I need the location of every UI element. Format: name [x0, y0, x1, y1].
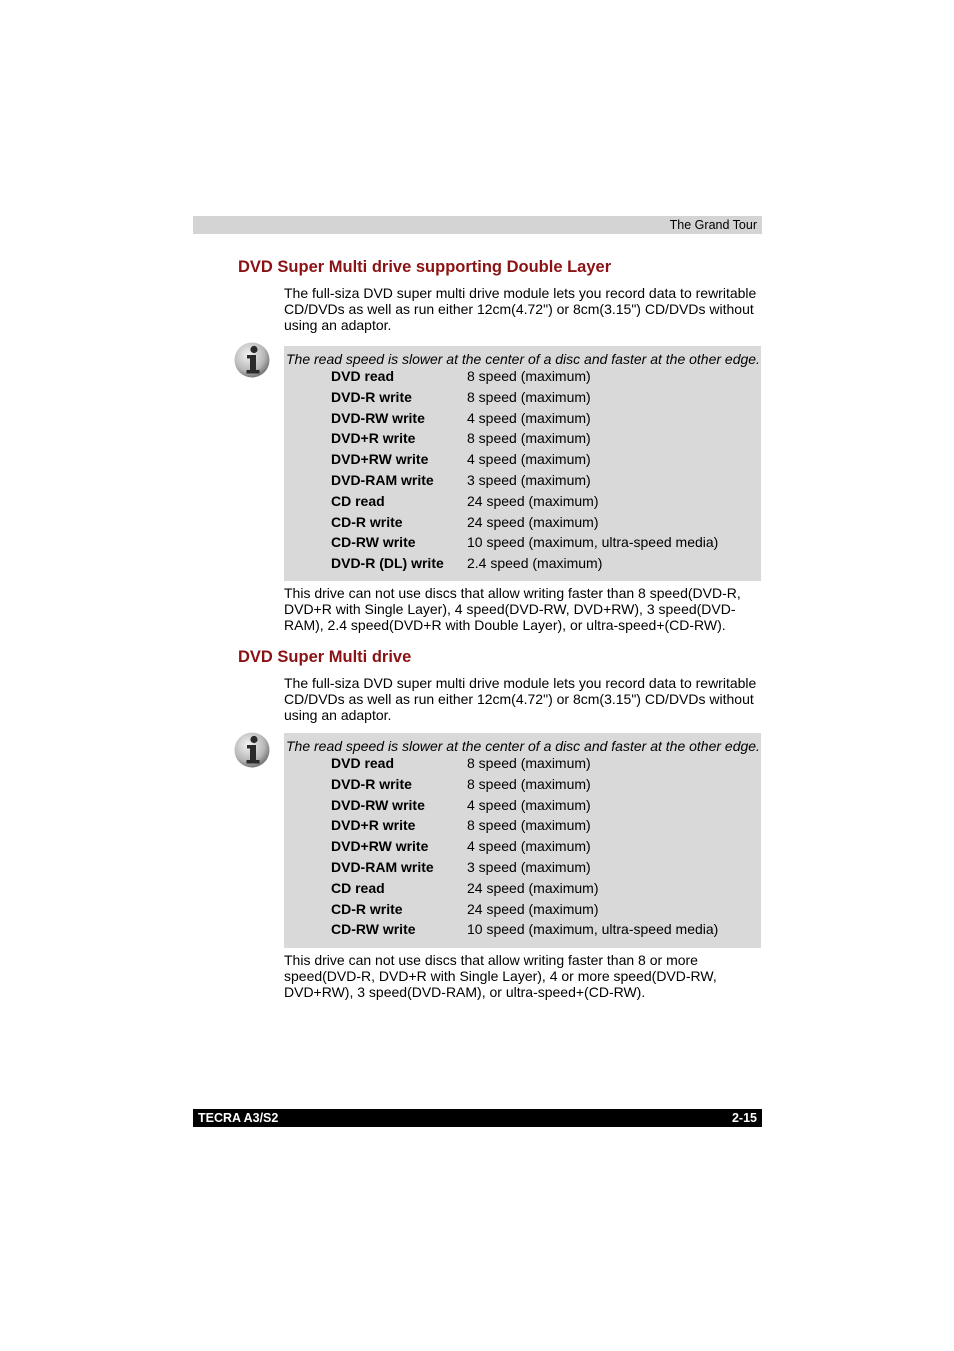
spec-value: 24 speed (maximum) [467, 492, 599, 509]
header-section-title: The Grand Tour [669, 218, 757, 232]
spec-label: DVD-R write [331, 388, 412, 405]
spec-value: 4 speed (maximum) [467, 796, 591, 813]
spec-value: 4 speed (maximum) [467, 409, 591, 426]
spec-label: DVD-RW write [331, 409, 425, 426]
spec-value: 4 speed (maximum) [467, 451, 591, 468]
spec-label: CD read [331, 879, 385, 896]
spec-value: 24 speed (maximum) [467, 900, 599, 917]
running-header [193, 216, 762, 234]
info-icon [233, 341, 271, 379]
spec-value: 8 speed (maximum) [467, 755, 591, 771]
spec-label: DVD-R write [331, 775, 412, 792]
section-heading-super-multi: DVD Super Multi drive [238, 648, 412, 666]
spec-label: CD-RW write [331, 921, 416, 938]
spec-value: 10 speed (maximum, ultra-speed media) [467, 534, 719, 551]
spec-value: 8 speed (maximum) [467, 388, 591, 405]
info-icon [233, 731, 271, 769]
page-number: 2-15 [731, 1111, 757, 1125]
section-intro: The full-siza DVD super multi drive module lets you record data to rewritable CD/DVDs as well as run either 12cm(4.72") or 8cm(3.15") CD/DVDs without using an adaptor. [284, 675, 757, 723]
section-heading-double-layer: DVD Super Multi drive supporting Double Layer [238, 258, 612, 276]
spec-value: 2.4 speed (maximum) [467, 555, 603, 572]
spec-value: 10 speed (maximum, ultra-speed media) [467, 921, 719, 938]
spec-label: DVD-RAM write [331, 858, 434, 875]
running-footer [193, 1109, 762, 1127]
spec-label: DVD+RW write [331, 838, 429, 855]
spec-label: DVD-R (DL) write [331, 555, 444, 572]
spec-value: 8 speed (maximum) [467, 817, 591, 834]
spec-label: CD-R write [331, 513, 403, 530]
spec-label: CD-R write [331, 900, 403, 917]
spec-value: 3 speed (maximum) [467, 471, 591, 488]
note-box [284, 733, 761, 948]
section-outro: This drive can not use discs that allow writing faster than 8 or more speed(DVD-R, DVD+R with Single Layer), 4 or more speed(DVD-RW, DVD+RW), 3 speed(DVD-RAM), or ultra-speed+(CD-RW). [284, 952, 717, 1000]
spec-value: 8 speed (maximum) [467, 368, 591, 384]
spec-label: DVD read [331, 755, 395, 771]
spec-label: DVD+R write [331, 817, 416, 834]
note-box [284, 346, 761, 581]
note-text: The read speed is slower at the center of a disc and faster at the other edge. [286, 351, 760, 367]
spec-value: 3 speed (maximum) [467, 858, 591, 875]
section-intro: The full-siza DVD super multi drive module lets you record data to rewritable CD/DVDs as well as run either 12cm(4.72") or 8cm(3.15") CD/DVDs without using an adaptor. [284, 285, 757, 333]
spec-label: CD-RW write [331, 534, 416, 551]
spec-label: DVD-RAM write [331, 471, 434, 488]
spec-value: 8 speed (maximum) [467, 430, 591, 447]
spec-label: DVD+RW write [331, 451, 429, 468]
spec-label: DVD-RW write [331, 796, 425, 813]
footer-model: TECRA A3/S2 [198, 1111, 279, 1125]
spec-label: DVD+R write [331, 430, 416, 447]
spec-value: 4 speed (maximum) [467, 838, 591, 855]
spec-label: CD read [331, 492, 385, 509]
note-text: The read speed is slower at the center of a disc and faster at the other edge. [286, 738, 760, 754]
spec-value: 24 speed (maximum) [467, 513, 599, 530]
spec-value: 8 speed (maximum) [467, 775, 591, 792]
spec-label: DVD read [331, 368, 395, 384]
section-outro: This drive can not use discs that allow writing faster than 8 speed(DVD-R, DVD+R with Single Layer), 4 speed(DVD-RW, DVD+RW), 3 speed(DVD-RAM), 2.4 speed(DVD+R with Double Layer), or ultra-speed+(CD-RW). [284, 585, 741, 633]
spec-value: 24 speed (maximum) [467, 879, 599, 896]
